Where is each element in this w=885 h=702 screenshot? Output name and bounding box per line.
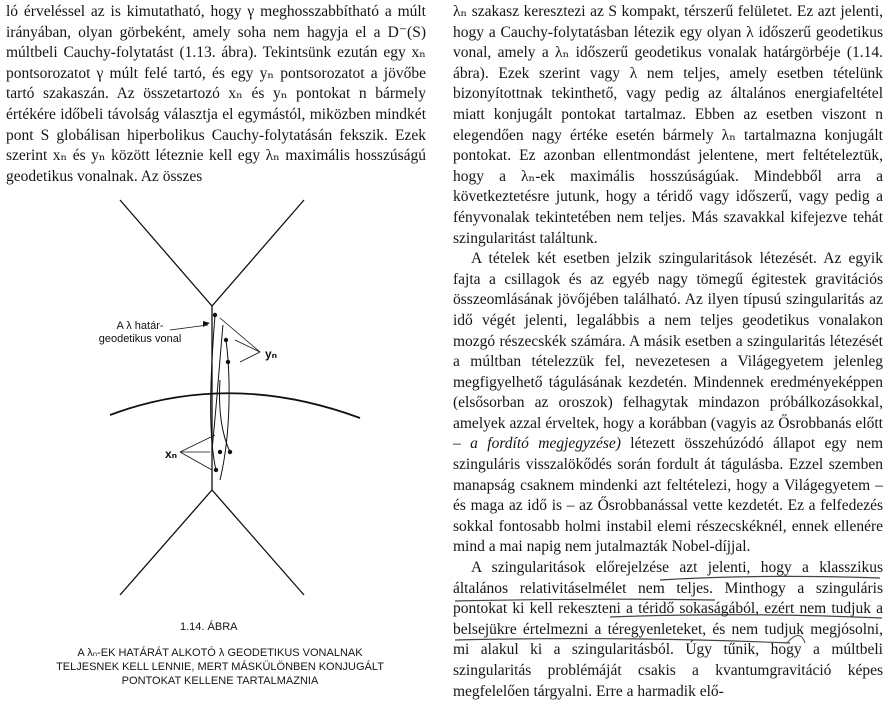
past-light-cone [120,490,304,595]
geodesic-label: A λ határ-geodetikus vonal [98,320,182,345]
yn-point [213,313,217,317]
right-text-column [453,2,883,702]
yn-point [226,360,230,364]
translator-note: a fordító megjegyzése) [470,435,621,453]
figure-caption: A λₙ-EK HATÁRÁT ALKOTÓ λ GEODETIKUS VONALNAK TELJESNEK KELL LENNIE, MERT MÁSKÜLÖNBEN KONJUGÁLT PONTOKAT KELLENE TARTALMAZNIA [56,647,384,687]
xn-arrow [180,452,212,470]
right-paragraph-1: λₙ szakasz keresztezi az S kompakt, térszerű felületet. Ez azt jelenti, hogy a Cauchy-folytatásban létezik egy olyan λ időszerű geodetikus vonal, amely a λₙ időszerű geodetikus vonalak határgörbéje (1.14. ábra). Ezek szerint vagy λ nem teljes, amely esetben tételünk bizonyítottnak tekinthető, vagy pedig az általános energiafeltétel miatt konjugált pontokat tartalmaz. Ebben az esetben viszont n elegendően nagy értéke esetén bármely λₙ tartalmazna konjugált pontokat. Ez azonban ellentmondást jelentene, mert feltételeztük, hogy a λₙ-ek maximális hosszúságúak. Mindebből arra a következtetésre jutunk, hogy a téridő vagy időszerű, vagy pedig a fényvonalak tekintetében nem teljes. Más szavakkal kifejezve tehát szingularitást találtunk. [453,3,883,247]
left-paragraph-1: ló érveléssel az is kimutatható, hogy γ meghosszabbítható a múlt irányában, olyan görbeként, amely soha nem hagyja el a D⁻(S) múltbeli Cauchy-folytatást (1.13. ábra). Tekintsünk ezután egy xₙ pontsorozatot γ múlt felé tartó, és egy yₙ pontsorozatot a jövőbe tartó szakaszán. Az összetartozó xₙ és yₙ pontokat n bármely értékére időbeli távolság választja el egymástól, miközben mindkét pont S globálisan hiperbolikus Cauchy-folytatásán fekszik. Ezek szerint xₙ és yₙ között léteznie kell egy λₙ maximális hosszúságú geodetikus vonalnak. Az összes [6,3,426,185]
right-paragraph-3: A szingularitások előrejelzése azt jelenti, hogy a klasszikus általános relativitáselmélet nem teljes. Minthogy a szinguláris pontokat ki kell rekeszteni a téridő sokaságából, ezért nem tudjuk a belsejükre értelmezni a téregyenleteket, és nem tudjuk megjósolni, mi alakul ki a szingularitásból. Úgy tűnik, hogy a múltbeli szingularitás problémáját csakis a kvantumgravitáció képes megfelelően tárgyalni. Erre a harmadik elő- [453,559,883,700]
left-text-column [6,2,426,187]
future-light-cone [120,200,304,306]
yn-label: yₙ [265,347,278,361]
xn-arrow [180,435,215,452]
right-paragraph-2: A tételek két esetben jelzik szingularitások létezését. Az egyik fajta a csillagok és az egyéb nagy tömegű égitestek gravitációs összeomlásának jövőjében található. Az ilyen típusú szingularitás az idő végét jelenti, legalábbis a nem teljes geodetikus vonalakon mozgó részecskék számára. A másik esetben a szingularitás létezését a múltban tételezzük fel, nevezetesen a Világegyetem jelenleg megfigyelhető tágulásának kezdetén. Mindennek eredményeképpen (elsősorban az oroszok) felhagytak mindazon próbálkozásokkal, amelyek azzal érveltek, hogy a korábban (vagyis az Ősrobbanás előtt – a fordító megjegyzése) létezett összehúzódó állapot egy nem szinguláris visszalökődés során fordult át tágulásba. Ezzel szemben manapság csaknem mindenki azt feltételezi, hogy a Világegyetem – és maga az idő is – az Ősrobbanással vette kezdetét. Ez a felfedezés sokkal fontosabb holmi instabil elemi részecskéknél, ennek ellenére mind a mai napig nem jutalmazták Nobel-díjjal. [453,250,884,556]
xn-point [228,450,232,454]
spacetime-diagram [60,190,390,610]
cauchy-surface-S [110,393,360,418]
yn-point [224,338,228,342]
yn-arrow [220,318,260,352]
figure-number: 1.14. ÁBRA [180,621,238,633]
xn-label: xₙ [165,447,178,461]
yn-arrow [240,352,260,362]
xn-point [218,450,222,454]
lambda-n-geodesic [212,325,223,450]
figure-1-14 [60,190,390,610]
xn-point [214,468,218,472]
